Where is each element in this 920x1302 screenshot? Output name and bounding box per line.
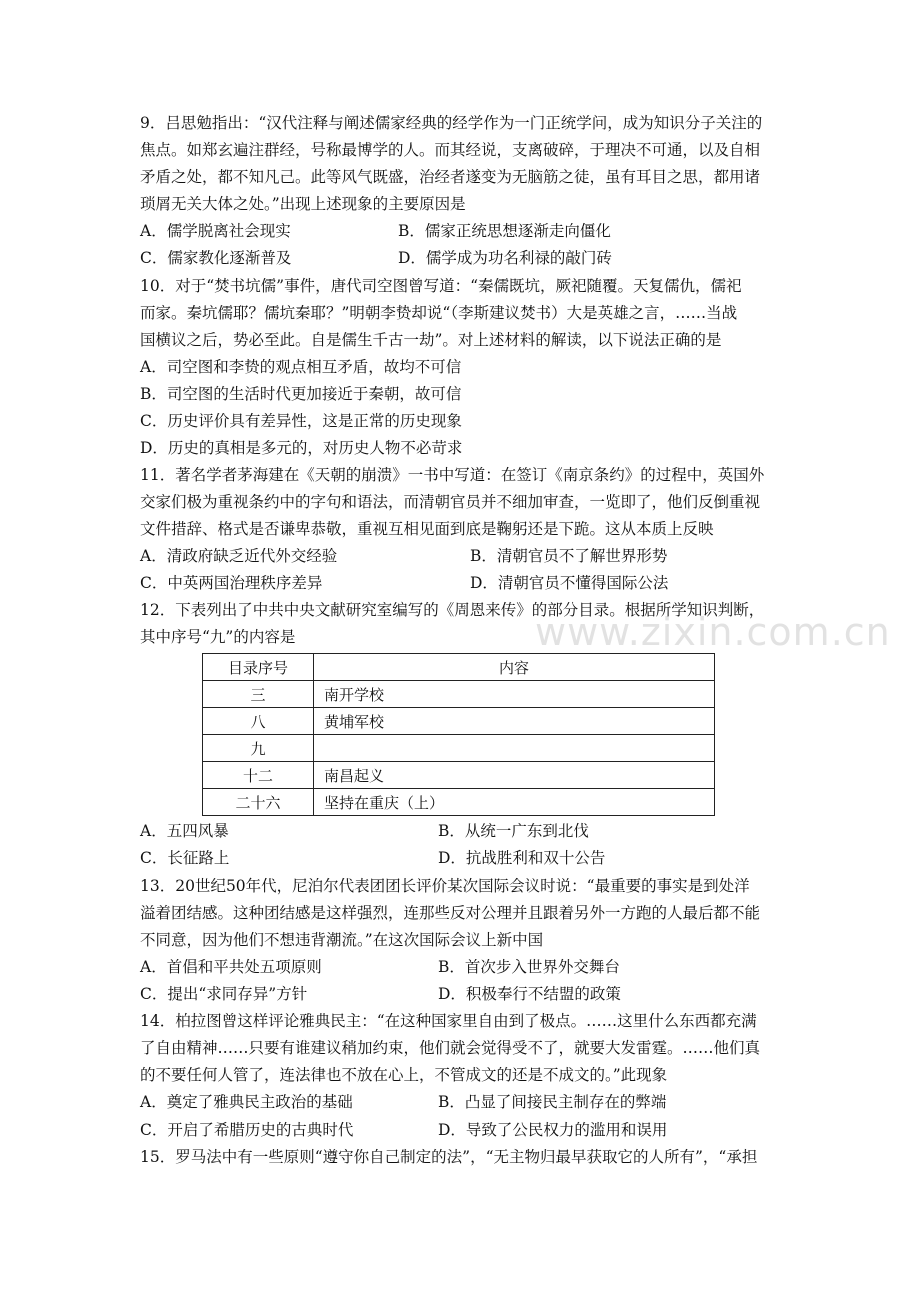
option-d: D．导致了公民权力的滥用和误用 [438,1120,668,1139]
question-stem-line: 国横议之后，势必至此。自是儒生千古一劫”。对上述材料的解读，以下说法正确的是 [140,330,722,349]
option-row [140,1117,800,1144]
option-a: A．首倡和平共处五项原则 [140,957,322,976]
option-a: A．儒学脱离社会现实 [140,222,291,240]
table-row [203,789,715,816]
question-stem-line: 13．20世纪50年代，尼泊尔代表团团长评价某次国际会议时说：“最重要的事实是到处洋 [140,876,750,895]
option-b: B．凸显了间接民主制存在的弊端 [438,1093,667,1112]
option-b: B．清朝官员不了解世界形势 [470,546,668,565]
option-b: B．儒家正统思想逐渐走向僵化 [398,222,611,240]
option-d: D．儒学成为功名利禄的敲门砖 [398,249,612,268]
table-cell: 坚持在重庆（上） [314,789,715,816]
question-stem-line: 12．下表列出了中共中央文献研究室编写的《周恩来传》的部分目录。根据所学知识判断， [140,601,765,620]
table-row [203,735,715,762]
question-stem-line: 琐屑无关大体之处。”出现上述现象的主要原因是 [140,195,466,213]
question-stem-line: 焦点。如郑玄遍注群经，号称最博学的人。而其经说，支离破碎，于理决不可通，以及自相 [140,141,761,159]
question-stem-line: 其中序号“九”的内容是 [140,628,296,647]
question-stem-line: 溢着团结感。这种团结感是这样强烈，连那些反对公理并且跟着另外一方跑的人最后都不能 [140,903,761,922]
question-stem-line: 文件措辞、格式是否谦卑恭敬，重视互相见面到底是鞠躬还是下跪。这从本质上反映 [140,519,714,538]
question-stem-line: 10．对于“焚书坑儒”事件，唐代司空图曾写道：“秦儒既坑，厥祀随覆。天复儒仇，儒祀 [140,276,742,295]
table-row [203,762,715,789]
question-stem-line: 11．著名学者茅海建在《天朝的崩溃》一书中写道：在签订《南京条约》的过程中，英国外 [140,465,765,484]
question-stem-line: 15．罗马法中有一些原则“遵守你自己制定的法”，“无主物归最早获取它的人所有”，“承担 [140,1147,758,1166]
option-b: B．首次步入世界外交舞台 [438,957,620,976]
question-10 [140,273,800,462]
question-stem-line: 9．吕思勉指出：“汉代注释与阐述儒家经典的经学作为一门正统学问，成为知识分子关注的 [140,114,763,132]
table-cell: 九 [203,735,314,762]
table-row [203,708,715,735]
option-row [140,1089,800,1116]
exam-page [140,110,800,1171]
option-row [140,818,800,845]
option-row [140,845,800,872]
option-row [140,954,800,981]
column-header: 目录序号 [203,654,314,681]
question-14 [140,1008,800,1144]
column-header: 内容 [314,654,715,681]
question-stem-line: 14．柏拉图曾这样评论雅典民主：“在这种国家里自由到了极点。……这里什么东西都充满 [140,1012,757,1031]
option-c: C．开启了希腊历史的古典时代 [140,1120,354,1139]
option-a: A．奠定了雅典民主政治的基础 [140,1093,353,1112]
option-a: A．五四风暴 [140,822,229,841]
option-d: D．抗战胜利和双十公告 [438,849,606,868]
table-cell: 南开学校 [314,681,715,708]
table-header-row [203,654,715,681]
watermark: www.zixin.com.cn [535,610,891,654]
option-d: D．历史的真相是多元的，对历史人物不必苛求 [140,438,463,457]
question-13 [140,873,800,1009]
option-c: C．儒家教化逐渐普及 [140,249,292,268]
table-cell: 三 [203,681,314,708]
option-c: C．长征路上 [140,849,230,868]
question-12 [140,597,800,873]
question-stem-line: 矛盾之处，都不知凡己。此等风气既盛，治经者遂变为无脑筋之徒，虽有耳目之思，都用诸 [140,168,761,186]
option-row [140,543,800,570]
option-row [140,218,800,245]
option-c: C．中英两国治理秩序差异 [140,573,323,592]
table-cell: 八 [203,708,314,735]
option-b: B．从统一广东到北伐 [438,822,589,841]
table-row [203,681,715,708]
option-d: D．积极奉行不结盟的政策 [438,985,621,1004]
option-row [140,981,800,1008]
table-cell: 二十六 [203,789,314,816]
option-a: A．清政府缺乏近代外交经验 [140,546,338,565]
question-stem-line: 不同意，因为他们不想违背潮流。”在这次国际会议上新中国 [140,930,544,949]
table-cell [314,735,715,762]
question-stem-line: 而家。秦坑儒耶？儒坑秦耶？”明朝李贽却说“（李斯建议焚书）大是英雄之言，……当战 [140,303,738,322]
option-d: D．清朝官员不懂得国际公法 [470,573,669,592]
table-cell: 十二 [203,762,314,789]
question-9 [140,110,800,273]
option-a: A．司空图和李贽的观点相互矛盾，故均不可信 [140,357,462,376]
question-11 [140,462,800,598]
table-cell: 黄埔军校 [314,708,715,735]
question-stem-line: 的不要任何人管了，连法律也不放在心上，不管成文的还是不成文的。”此现象 [140,1066,668,1085]
option-c: C．历史评价具有差异性，这是正常的历史现象 [140,411,462,430]
question-15 [140,1144,800,1171]
question-stem-line: 了自由精神……只要有谁建议稍加约束，他们就会觉得受不了，就要大发雷霆。……他们真 [140,1039,761,1058]
option-c: C．提出“求同存异”方针 [140,985,308,1004]
question-stem-line: 交家们极为重视条约中的字句和语法，而清朝官员并不细加审查，一览即了，他们反倒重视 [140,492,761,511]
option-row [140,570,800,597]
table-cell: 南昌起义 [314,762,715,789]
option-row [140,245,800,272]
option-b: B．司空图的生活时代更加接近于秦朝，故可信 [140,384,462,403]
table-of-contents [202,653,715,816]
